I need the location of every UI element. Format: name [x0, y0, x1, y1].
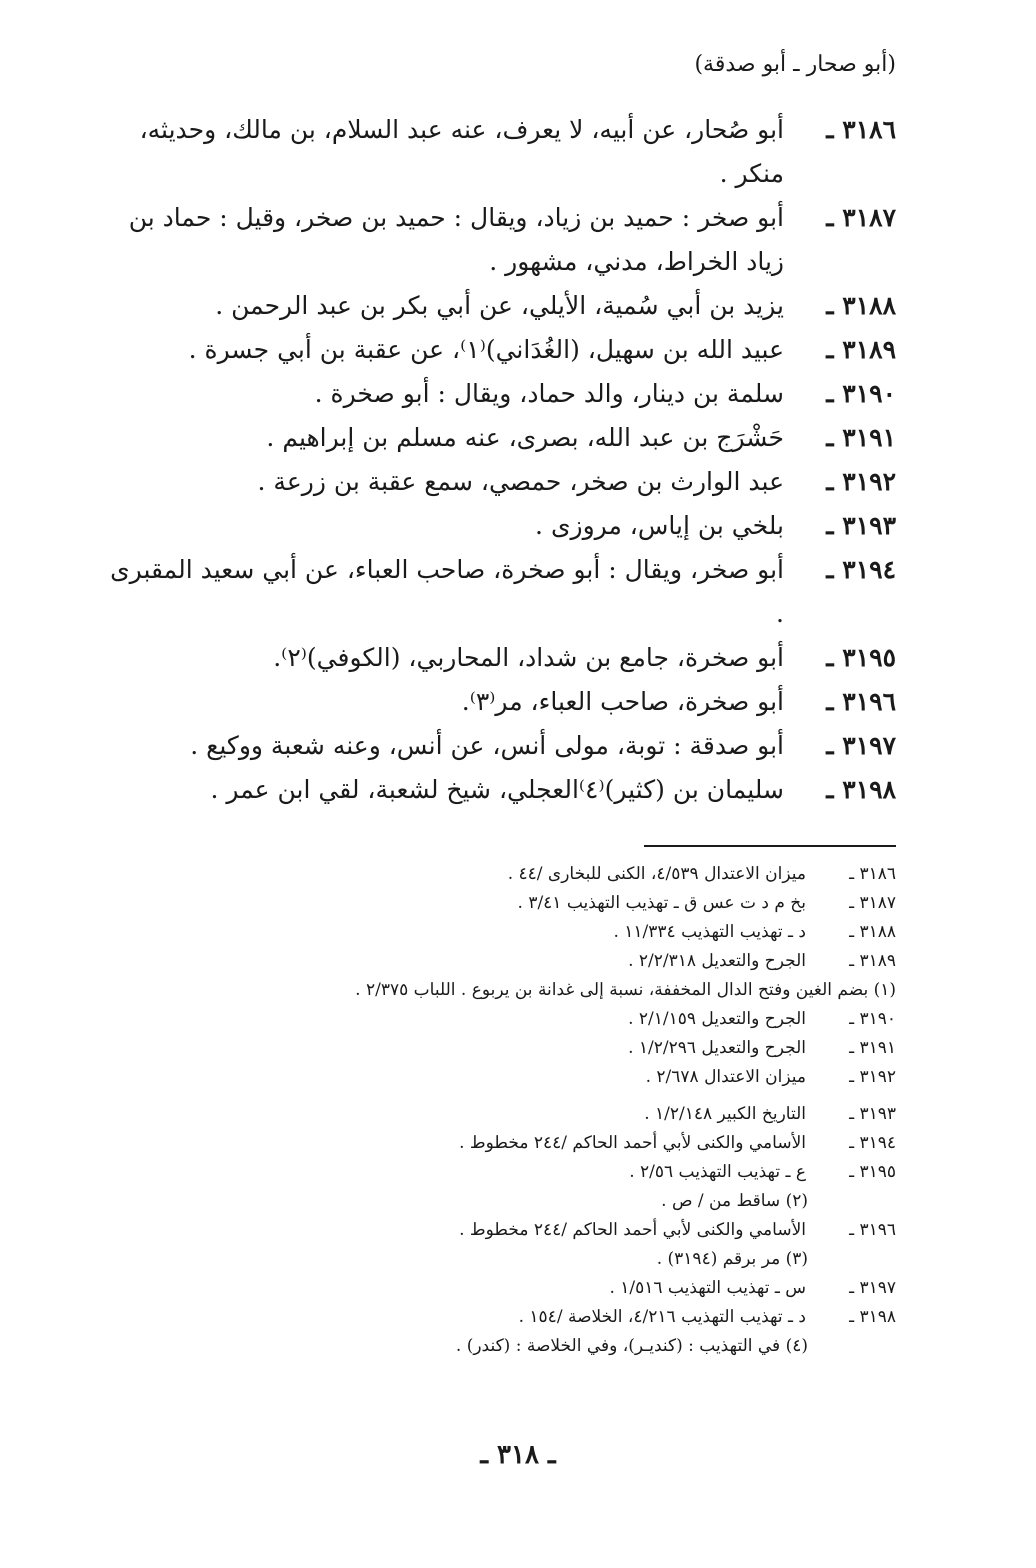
footnote-3194 — [136, 1129, 896, 1158]
entry-text: أبو صدقة : توبة، مولى أنس، عن أنس، وعنه شعبة ووكيع . — [190, 731, 784, 760]
page-number: ـ ٣١٨ ـ — [480, 1440, 556, 1470]
entry-number: ٣١٨٩ ـ — [826, 335, 896, 364]
footnote-remark-3 — [136, 1245, 896, 1274]
footnote-text: (١) بضم الغين وفتح الدال المخففة، نسبة إلى غدانة بن يربوع . اللباب ٢/٣٧٥ . — [355, 980, 896, 1000]
entry-text: حَشْرَج بن عبد الله، بصرى، عنه مسلم بن إبراهيم . — [266, 423, 784, 452]
entry-text: سليمان بن (كثير)⁽٤⁾العجلي، شيخ لشعبة، لقي ابن عمر . — [210, 775, 784, 804]
entry-number: ٣١٩٦ ـ — [826, 687, 896, 716]
entry-3187 — [96, 196, 896, 284]
entry-number: ٣١٨٦ ـ — [826, 115, 896, 144]
footnote-3195 — [136, 1158, 896, 1187]
footnote-text: د ـ تهذيب التهذيب ٤/٢١٦، الخلاصة /١٥٤ . — [518, 1307, 806, 1327]
footnote-3186 — [136, 860, 896, 889]
footnote-text: س ـ تهذيب التهذيب ١/٥١٦ . — [609, 1278, 806, 1298]
entry-number: ٣١٩٢ ـ — [826, 467, 896, 496]
entry-3190 — [96, 372, 896, 416]
entry-3193 — [96, 504, 896, 548]
footnote-3188 — [136, 918, 896, 947]
footnote-number: ٣١٩٢ ـ — [849, 1067, 896, 1087]
entry-3198 — [96, 768, 896, 812]
footnote-text: الجرح والتعديل ١/٢/٢٩٦ . — [628, 1038, 806, 1058]
entry-3194 — [96, 548, 896, 636]
entry-number: ٣١٩٧ ـ — [826, 731, 896, 760]
footnote-number: ٣١٩٨ ـ — [849, 1307, 896, 1327]
entry-text: سلمة بن دينار، والد حماد، ويقال : أبو صخرة . — [314, 379, 784, 408]
footnote-text: الأسامي والكنى لأبي أحمد الحاكم /٢٤٤ مخطوط . — [459, 1133, 806, 1153]
footnote-number: ٣١٨٨ ـ — [849, 922, 896, 942]
footnote-number: ٣١٩٠ ـ — [849, 1009, 896, 1029]
footnote-text: ميزان الاعتدال ٤/٥٣٩، الكنى للبخارى /٤٤ . — [507, 864, 806, 884]
footnote-3192 — [136, 1063, 896, 1092]
entry-3189 — [96, 328, 896, 372]
entry-number: ٣١٩٤ ـ — [826, 555, 896, 584]
entry-text: أبو صخرة، جامع بن شداد، المحاربي، (الكوفي)⁽٢⁾. — [273, 643, 784, 672]
footnote-3190 — [136, 1005, 896, 1034]
footnote-number: ٣١٨٦ ـ — [849, 864, 896, 884]
footnote-text: (٢) ساقط من / ص . — [661, 1191, 808, 1211]
footnotes-list — [136, 860, 896, 1361]
entry-text: أبو صخرة، صاحب العباء، مر⁽٣⁾. — [461, 687, 784, 716]
entry-number: ٣١٨٧ ـ — [826, 203, 896, 232]
footnote-number: ٣١٨٧ ـ — [849, 893, 896, 913]
entry-3188 — [96, 284, 896, 328]
entry-text: عبد الوارث بن صخر، حمصي، سمع عقبة بن زرعة . — [257, 467, 784, 496]
entry-3195 — [96, 636, 896, 680]
entry-text: بلخي بن إياس، مروزى . — [535, 511, 784, 540]
footnote-remark-4 — [136, 1332, 896, 1361]
entry-number: ٣١٩٠ ـ — [826, 379, 896, 408]
footnote-text: ع ـ تهذيب التهذيب ٢/٥٦ . — [629, 1162, 806, 1182]
footnote-text: (٣) مر برقم (٣١٩٤) . — [656, 1249, 808, 1269]
footnote-number: ٣١٩٣ ـ — [849, 1104, 896, 1124]
footnote-text: ميزان الاعتدال ٢/٦٧٨ . — [645, 1067, 806, 1087]
footnote-remark-1 — [136, 976, 896, 1005]
entries-list — [96, 108, 896, 812]
entry-number: ٣١٩٨ ـ — [826, 775, 896, 804]
footnote-number: ٣١٩٦ ـ — [849, 1220, 896, 1240]
footnote-3196 — [136, 1216, 896, 1245]
entry-number: ٣١٨٨ ـ — [826, 291, 896, 320]
entry-text: أبو صخر، ويقال : أبو صخرة، صاحب العباء، عن أبي سعيد المقبرى . — [110, 555, 784, 628]
footnote-number: ٣١٩١ ـ — [849, 1038, 896, 1058]
entry-text: عبيد الله بن سهيل، (الغُدَاني)⁽١⁾، عن عقبة بن أبي جسرة . — [188, 335, 784, 364]
footnote-number: ٣١٩٥ ـ — [849, 1162, 896, 1182]
entry-number: ٣١٩١ ـ — [826, 423, 896, 452]
entry-number: ٣١٩٥ ـ — [826, 643, 896, 672]
footnote-3191 — [136, 1034, 896, 1063]
footnote-3198 — [136, 1303, 896, 1332]
footnote-number: ٣١٩٤ ـ — [849, 1133, 896, 1153]
footnote-text: التاريخ الكبير ١/٢/١٤٨ . — [644, 1104, 806, 1124]
entry-text: أبو صخر : حميد بن زياد، ويقال : حميد بن صخر، وقيل : حماد بن زياد الخراط، مدني، مشهور . — [128, 203, 784, 276]
entry-number: ٣١٩٣ ـ — [826, 511, 896, 540]
entry-3196 — [96, 680, 896, 724]
footnote-divider — [644, 845, 896, 847]
footnote-text: د ـ تهذيب التهذيب ١١/٣٣٤ . — [613, 922, 806, 942]
entry-3192 — [96, 460, 896, 504]
running-header: (أبو صحار ـ أبو صدقة) — [694, 52, 896, 77]
footnote-3197 — [136, 1274, 896, 1303]
entry-text: أبو صُحار، عن أبيه، لا يعرف، عنه عبد السلام، بن مالك، وحديثه، منكر . — [139, 115, 784, 188]
footnote-3193 — [136, 1100, 896, 1129]
footnote-3189 — [136, 947, 896, 976]
footnote-number: ٣١٩٧ ـ — [849, 1278, 896, 1298]
entry-text: يزيد بن أبي سُمية، الأيلي، عن أبي بكر بن عبد الرحمن . — [215, 291, 784, 320]
entry-3197 — [96, 724, 896, 768]
footnote-text: بخ م د ت عس ق ـ تهذيب التهذيب ٣/٤١ . — [517, 893, 806, 913]
footnote-text: الجرح والتعديل ٢/٢/٣١٨ . — [628, 951, 806, 971]
entry-3186 — [96, 108, 896, 196]
footnote-3187 — [136, 889, 896, 918]
footnote-number: ٣١٨٩ ـ — [849, 951, 896, 971]
footnote-text: الأسامي والكنى لأبي أحمد الحاكم /٢٤٤ مخطوط . — [459, 1220, 806, 1240]
footnote-remark-2 — [136, 1187, 896, 1216]
entry-3191 — [96, 416, 896, 460]
footnote-text: (٤) في التهذيب : (كنديـر)، وفي الخلاصة : (كندر) . — [455, 1336, 808, 1356]
footnote-text: الجرح والتعديل ٢/١/١٥٩ . — [628, 1009, 806, 1029]
